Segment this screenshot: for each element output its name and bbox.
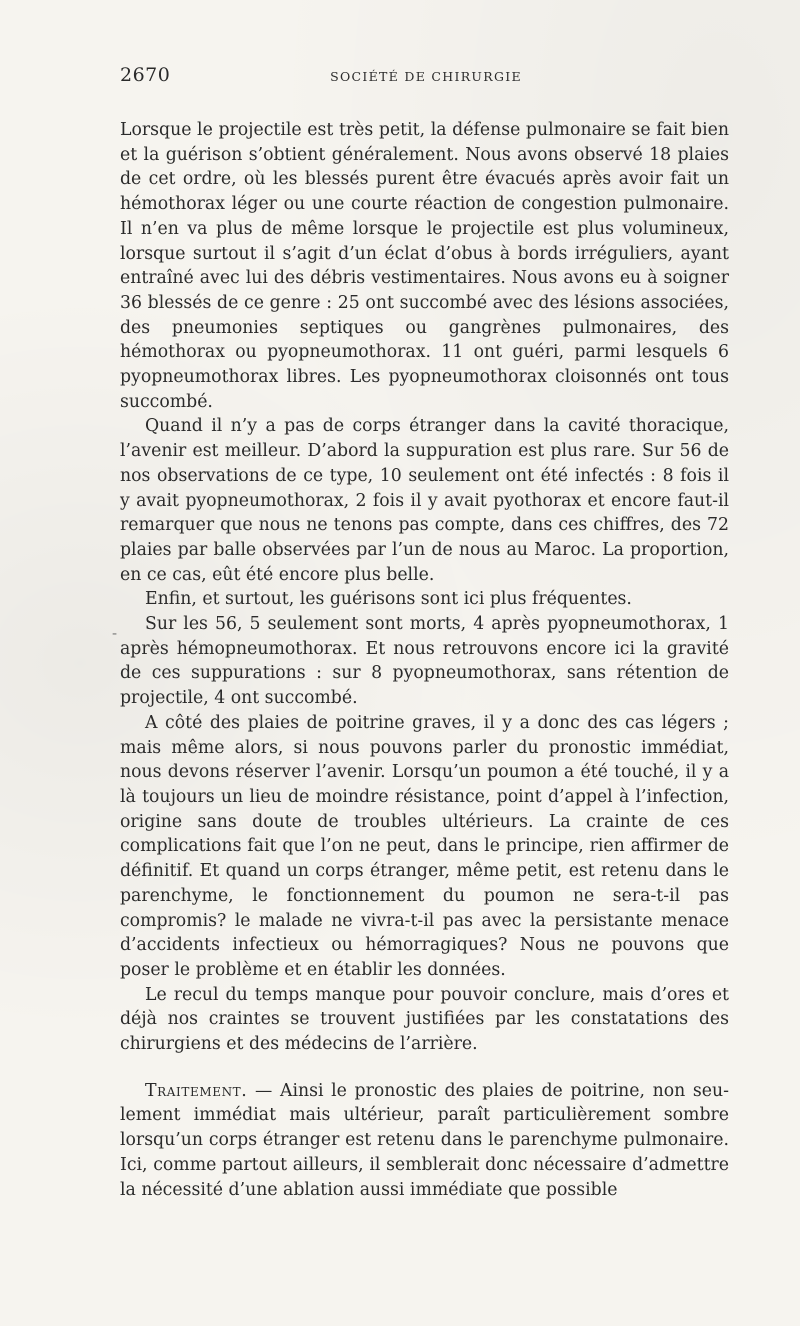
paragraph: Enfin, et surtout, les guérisons sont ici plus fréquentes. [145, 589, 632, 610]
page-number: 2670 [120, 64, 171, 86]
paragraph: A côté des plaies de poitrine graves, il y a donc des cas légers ; mais même alors, si nous pouvons parler du pronostic immédiat, nous devons réserver l’avenir. Lorsqu’un poumon a été touché, il y a là toujours un lieu de moindre résistance, point d’appel à l’infection, origine sans doute de troubles ultérieurs. La crainte de ces complications fait que l’on ne peut, dans le principe, rien affirmer de définitif. Et quand un corps étranger, même petit, est retenu dans le parenchyme, le fonctionnement du poumon ne sera-t-il pas compromis? le malade ne vivra-t-il pas avec la persistante menace d’accidents infectieux ou hémorragiques? Nous ne pouvons que poser le problème et en établir les données. [120, 712, 729, 980]
margin-mark: - [112, 624, 118, 642]
running-title: SOCIÉTÉ DE CHIRURGIE [330, 69, 522, 84]
paragraph: Le recul du temps manque pour pouvoir conclure, mais d’ores et déjà nos craintes se trouvent justifiées par les constatations des chirurgiens et des médecins de l’arrière. [120, 984, 729, 1055]
traitement-paragraph [120, 1079, 729, 1203]
section-label: Traitement. [145, 1080, 248, 1101]
paragraph: Sur les 56, 5 seulement sont morts, 4 après pyopneumothorax, 1 après hémopneumothorax. Et nous retrouvons encore ici la gravité de ces suppurations : sur 8 pyopneumothorax, sans rétention de projectile, 4 ont succombé. [120, 614, 729, 709]
body-text [120, 118, 729, 1202]
section-text: — Ainsi le pronostic des plaies de poitrine, non seulement immédiat mais ultérieur, paraît particulièrement sombre lorsqu’un corps étranger est retenu dans le parenchyme pulmonaire. Ici, comme partout ailleurs, il semblerait donc nécessaire d’admettre la nécessité d’une ablation aussi immédiate que possible [120, 1080, 729, 1200]
page-header [120, 64, 732, 88]
paragraph: Lorsque le projectile est très petit, la défense pulmonaire se fait bien et la guérison s’obtient généralement. Nous avons observé 18 plaies de cet ordre, où les blessés purent être évacués après avoir fait un hémothorax léger ou une courte réaction de congestion pulmonaire. Il n’en va plus de même lorsque le projectile est plus volumineux, lorsque surtout il s’agit d’un éclat d’obus à bords irréguliers, ayant entraîné avec lui des débris vestimentaires. Nous avons eu à soigner 36 blessés de ce genre : 25 ont succombé avec des lésions associées, des pneumonies septiques ou gangrènes pulmonaires, des hémothorax ou pyopneumothorax. 11 ont guéri, parmi lesquels 6 pyopneumothorax libres. Les pyopneumothorax cloisonnés ont tous succombé. [120, 120, 729, 412]
paragraph: Quand il n’y a pas de corps étranger dans la cavité thoracique, l’avenir est meilleur. D’abord la suppuration est plus rare. Sur 56 de nos observations de ce type, 10 seulement ont été infectés : 8 fois il y avait pyopneumothorax, 2 fois il y avait pyothorax et encore faut-il remarquer que nous ne tenons pas compte, dans ces chiffres, des 72 plaies par balle observées par l’un de nous au Maroc. La proportion, en ce cas, eût été encore plus belle. [120, 416, 729, 585]
